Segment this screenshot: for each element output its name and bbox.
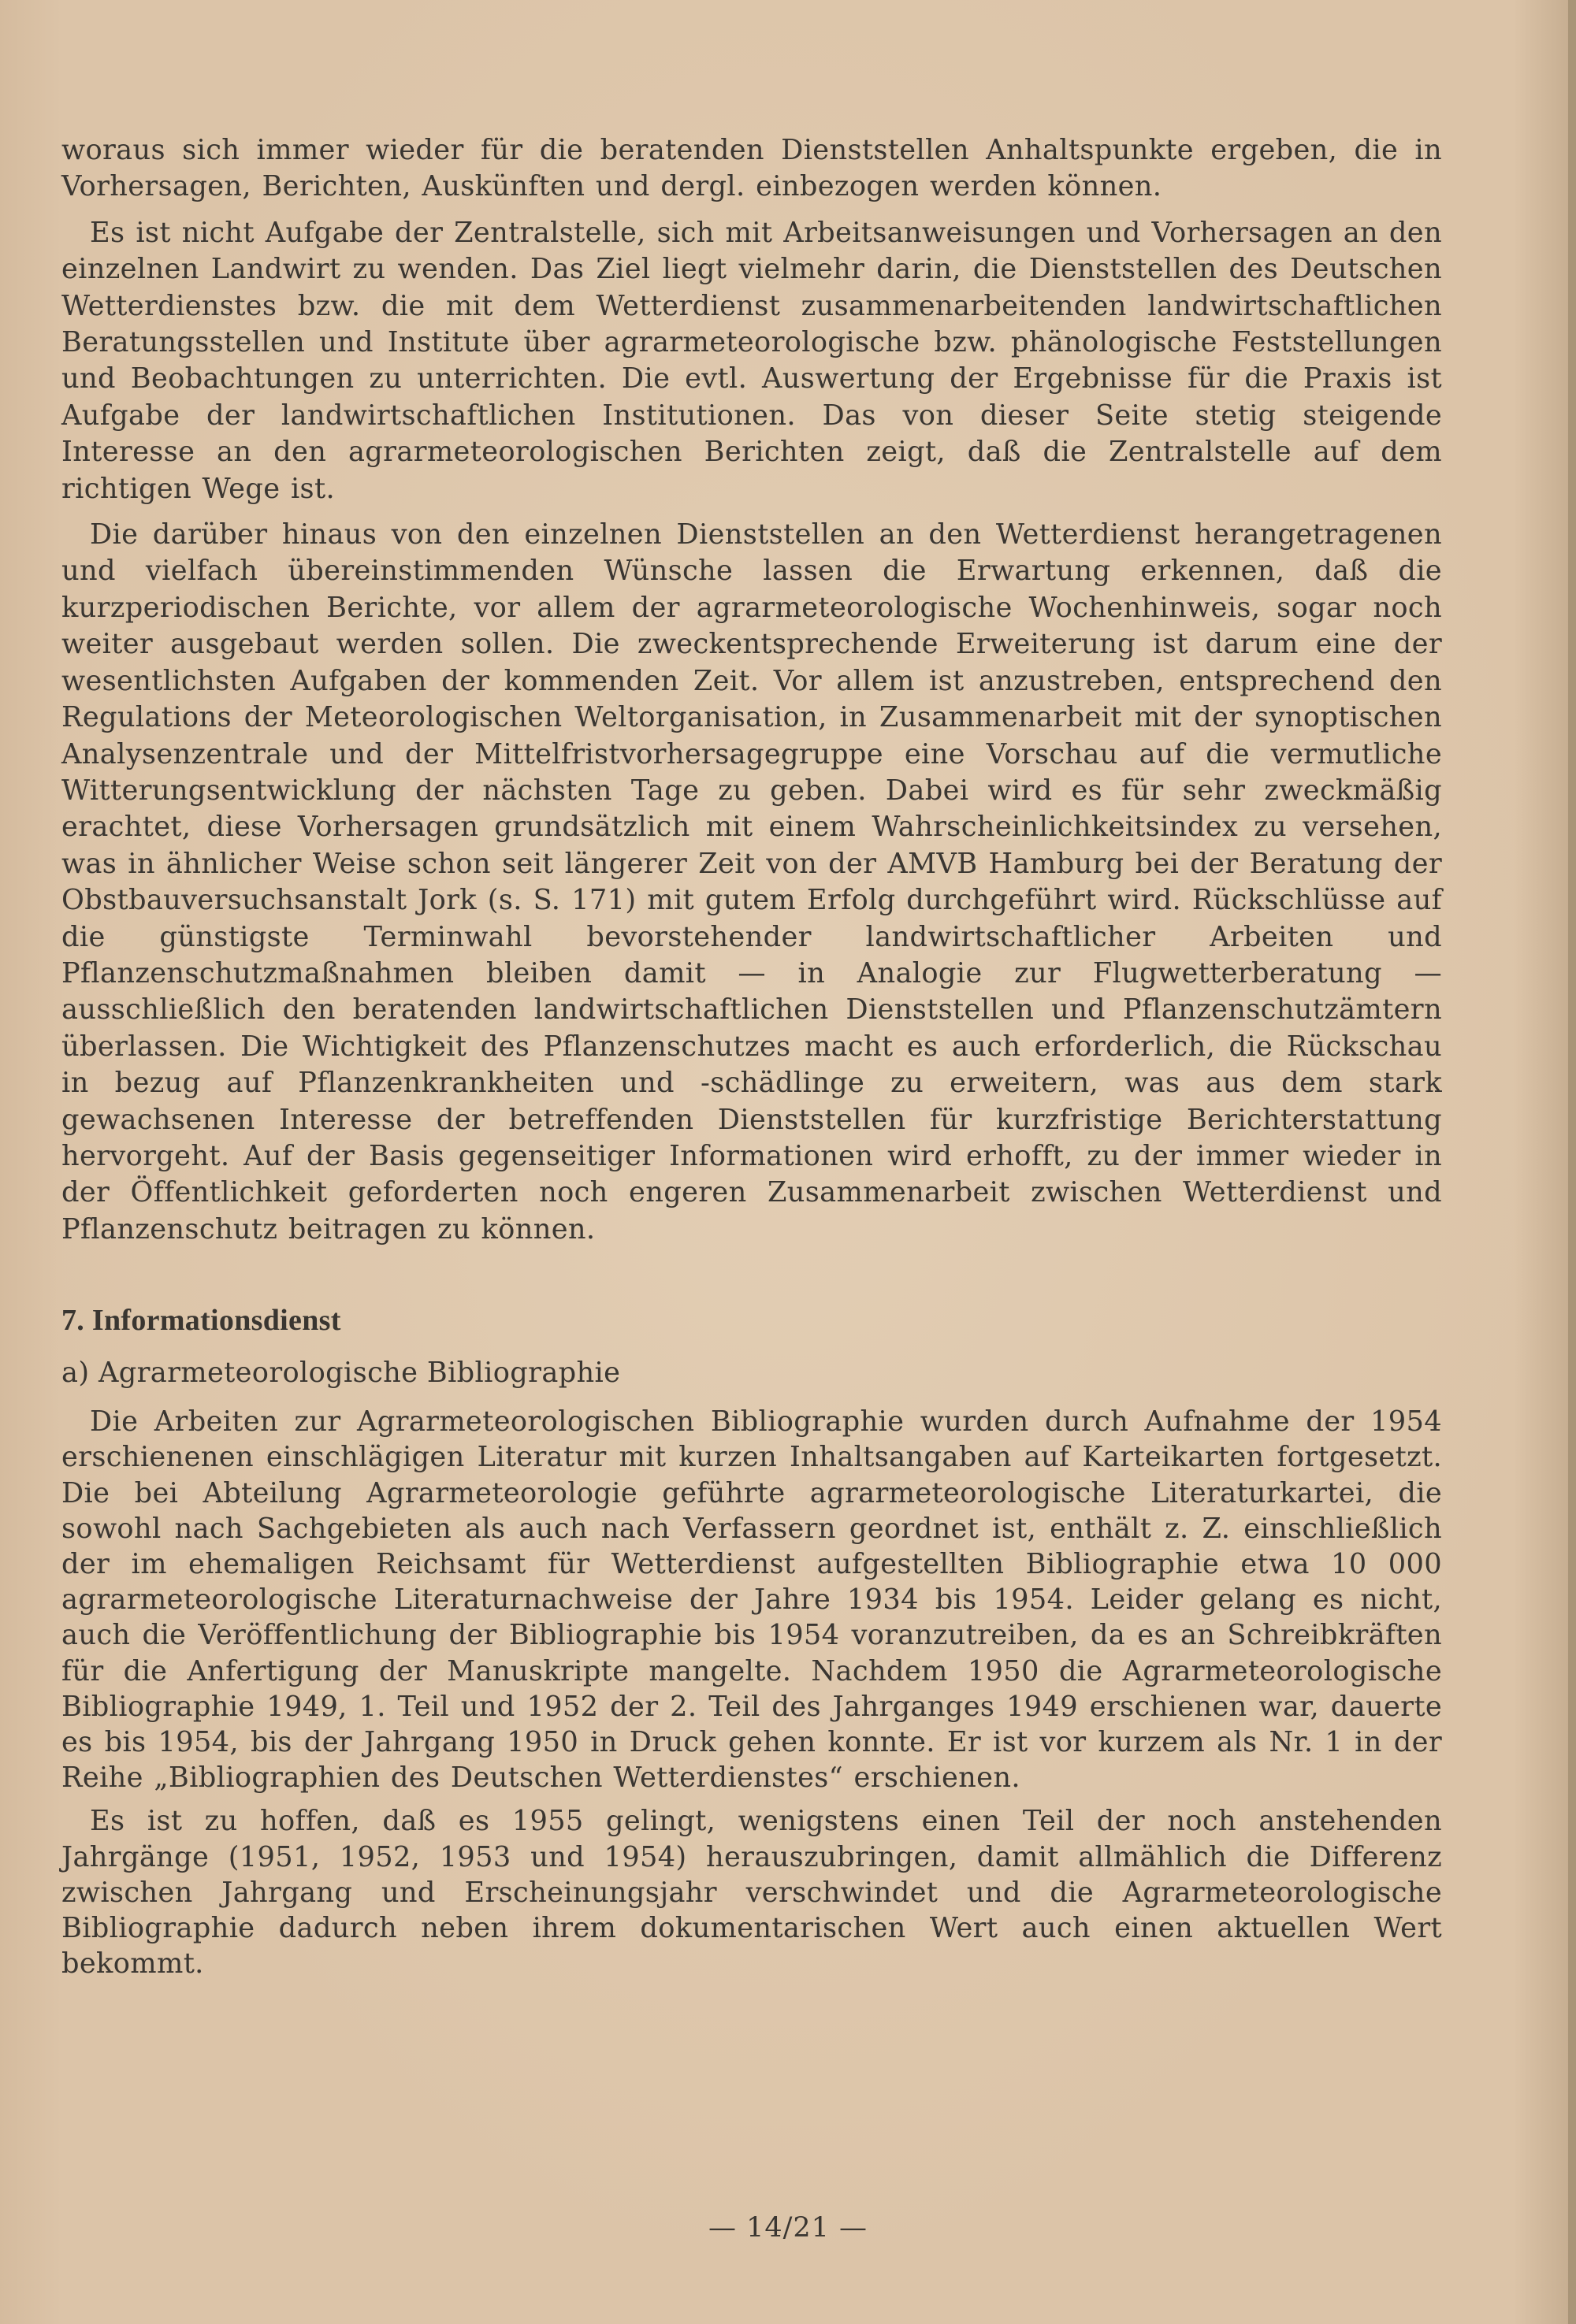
- paragraph-zentralstelle: Es ist nicht Aufgabe der Zentralstelle, sich mit Arbeitsanweisungen und Vorhersagen an den einzelnen Landwirt zu wenden. Das Ziel liegt vielmehr darin, die Dienststellen des Deutschen Wetterdienstes bzw. die mit dem Wetterdienst zusammenarbeitenden landwirtschaftlichen Beratungsstellen und Institute über agrarmeteorologische bzw. phänologische Feststellungen und Beobachtungen zu unterrichten. Die evtl. Auswertung der Ergebnisse für die Praxis ist Aufgabe der landwirtschaftlichen Institutionen. Das von dieser Seite stetig steigende Interesse an den agrarmeteorologischen Berichten zeigt, daß die Zentralstelle auf dem richtigen Wege ist.: [61, 216, 1442, 505]
- section-heading: 7. Informationsdienst: [61, 1304, 341, 1338]
- page-number: — 14/21 —: [708, 2212, 868, 2244]
- subsection-heading: a) Agrarmeteorologische Bibliographie: [61, 1357, 621, 1390]
- paragraph-bibliographie: Die Arbeiten zur Agrarmeteorologischen Bibliographie wurden durch Aufnahme der 1954 erschienenen einschlägigen Literatur mit kurzen Inhaltsangaben auf Karteikarten fortgesetzt. Die bei Abteilung Agrarmeteorologie geführte agrarmeteorologische Literaturkartei, die sowohl nach Sachgebieten als auch nach Verfassern geordnet ist, enthält z. Z. einschließlich der im ehemaligen Reichsamt für Wetterdienst aufgestellten Bibliographie etwa 10 000 agrarmeteorologische Literaturnachweise der Jahre 1934 bis 1954. Leider gelang es nicht, auch die Veröffentlichung der Bibliographie bis 1954 voranzutreiben, da es an Schreibkräften für die Anfertigung der Manuskripte mangelte. Nachdem 1950 die Agrarmeteorologische Bibliographie 1949, 1. Teil und 1952 der 2. Teil des Jahrganges 1949 erschienen war, dauerte es bis 1954, bis der Jahrgang 1950 in Druck gehen konnte. Er ist vor kurzem als Nr. 1 in der Reihe „Bibliographien des Deutschen Wetterdienstes“ erschienen.: [61, 1405, 1442, 1795]
- paragraph-erweiterung: Die darüber hinaus von den einzelnen Dienststellen an den Wetterdienst herangetragenen und vielfach übereinstimmenden Wünsche lassen die Erwartung erkennen, daß die kurzperiodischen Berichte, vor allem der agrarmeteorologische Wochenhinweis, sogar noch weiter ausgebaut werden sollen. Die zweckentsprechende Erweiterung ist darum eine der wesentlichsten Aufgaben der kommenden Zeit. Vor allem ist anzustreben, entsprechend den Regulations der Meteorologischen Weltorganisation, in Zusammenarbeit mit der synoptischen Analysenzentrale und der Mittelfristvorhersagegruppe eine Vorschau auf die vermutliche Witterungsentwicklung der nächsten Tage zu geben. Dabei wird es für sehr zweckmäßig erachtet, diese Vorhersagen grundsätzlich mit einem Wahrscheinlichkeitsindex zu versehen, was in ähnlicher Weise schon seit längerer Zeit von der AMVB Hamburg bei der Beratung der Obstbauversuchsanstalt Jork (s. S. 171) mit gutem Erfolg durchgeführt wird. Rückschlüsse auf die günstigste Terminwahl bevorstehender landwirtschaftlicher Arbeiten und Pflanzenschutzmaßnahmen bleiben damit — in Analogie zur Flugwetterberatung — ausschließlich den beratenden landwirtschaftlichen Dienststellen und Pflanzenschutzämtern überlassen. Die Wichtigkeit des Pflanzenschutzes macht es auch erforderlich, die Rückschau in bezug auf Pflanzenkrankheiten und -schädlinge zu erweitern, was aus dem stark gewachsenen Interesse der betreffenden Dienststellen für kurzfristige Berichterstattung hervorgeht. Auf der Basis gegenseitiger Informationen wird erhofft, zu der immer wieder in der Öffentlichkeit geforderten noch engeren Zusammenarbeit zwischen Wetterdienst und Pflanzenschutz beitragen zu können.: [61, 518, 1442, 1246]
- document-body: [61, 132, 1442, 1989]
- paragraph-continued: woraus sich immer wieder für die beratenden Dienststellen Anhaltspunkte ergeben, die in Vorhersagen, Berichten, Auskünften und dergl. einbezogen werden können.: [61, 134, 1442, 203]
- paragraph-ausblick: Es ist zu hoffen, daß es 1955 gelingt, wenigstens einen Teil der noch anstehenden Jahrgänge (1951, 1952, 1953 und 1954) herauszubringen, damit allmählich die Differenz zwischen Jahrgang und Erscheinungsjahr verschwindet und die Agrarmeteorologische Bibliographie dadurch neben ihrem dokumentarischen Wert auch einen aktuellen Wert bekommt.: [61, 1805, 1442, 1981]
- page-edge: [1568, 0, 1576, 2324]
